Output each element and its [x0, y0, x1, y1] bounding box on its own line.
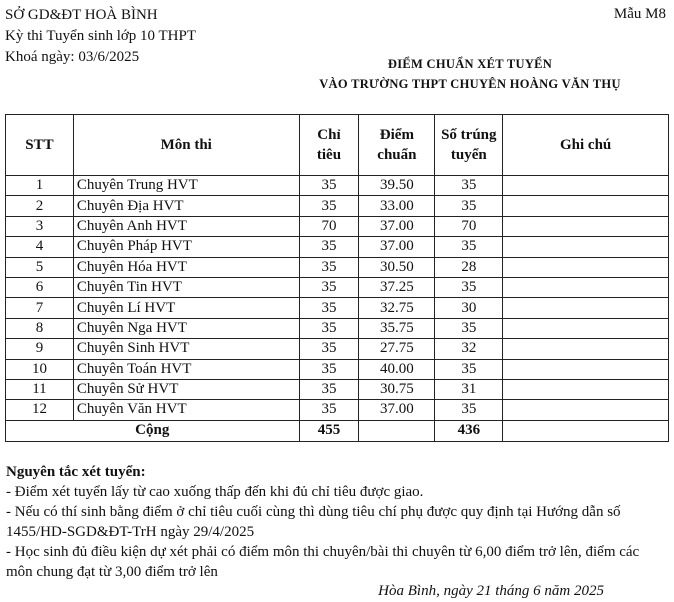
table-row — [6, 379, 669, 399]
cell-subject: Chuyên Sinh HVT — [73, 339, 299, 359]
header-admitted — [435, 115, 503, 176]
cell-admitted: 30 — [435, 298, 503, 318]
cell-admitted: 35 — [435, 318, 503, 338]
total-row — [6, 420, 669, 441]
cell-admitted: 28 — [435, 257, 503, 277]
table-body — [6, 176, 669, 421]
cell-quota: 35 — [299, 298, 359, 318]
cell-admitted: 35 — [435, 196, 503, 216]
total-quota: 455 — [299, 420, 359, 441]
exam-date: Khoá ngày: 03/6/2025 — [5, 49, 140, 65]
title-line-1: ĐIỂM CHUẨN XÉT TUYỂN — [387, 57, 553, 71]
cutoff-score-table — [5, 114, 669, 442]
cell-stt: 4 — [6, 237, 74, 257]
cell-note — [503, 176, 669, 196]
cell-stt: 12 — [6, 400, 74, 420]
cell-cutoff: 30.50 — [359, 257, 435, 277]
cell-subject: Chuyên Toán HVT — [73, 359, 299, 379]
cell-stt: 2 — [6, 196, 74, 216]
cell-stt: 8 — [6, 318, 74, 338]
cell-subject: Chuyên Trung HVT — [73, 176, 299, 196]
cell-cutoff: 32.75 — [359, 298, 435, 318]
table-row — [6, 257, 669, 277]
cell-quota: 35 — [299, 339, 359, 359]
cell-subject: Chuyên Nga HVT — [73, 318, 299, 338]
cell-stt: 10 — [6, 359, 74, 379]
table-row — [6, 237, 669, 257]
header-cutoff — [359, 115, 435, 176]
total-label: Cộng — [6, 420, 300, 441]
cell-subject: Chuyên Văn HVT — [73, 400, 299, 420]
cell-admitted: 35 — [435, 176, 503, 196]
cell-quota: 35 — [299, 277, 359, 297]
cell-cutoff: 33.00 — [359, 196, 435, 216]
admission-rules — [6, 462, 668, 582]
cell-admitted: 32 — [435, 339, 503, 359]
header-subject: Môn thi — [73, 115, 299, 176]
cell-cutoff: 27.75 — [359, 339, 435, 359]
cell-admitted: 31 — [435, 379, 503, 399]
cell-cutoff: 37.00 — [359, 400, 435, 420]
cell-quota: 35 — [299, 400, 359, 420]
cell-cutoff: 30.75 — [359, 379, 435, 399]
cell-subject: Chuyên Hóa HVT — [73, 257, 299, 277]
cell-subject: Chuyên Pháp HVT — [73, 237, 299, 257]
rule-item-1: - Điểm xét tuyển lấy từ cao xuống thấp đến khi đủ chỉ tiêu được giao. — [6, 484, 424, 500]
exam-name: Kỳ thi Tuyển sinh lớp 10 THPT — [5, 28, 197, 44]
cell-note — [503, 359, 669, 379]
cell-stt: 11 — [6, 379, 74, 399]
cell-cutoff: 40.00 — [359, 359, 435, 379]
cell-stt: 7 — [6, 298, 74, 318]
header-note: Ghi chú — [503, 115, 669, 176]
cell-admitted: 35 — [435, 277, 503, 297]
cell-quota: 35 — [299, 257, 359, 277]
cell-quota: 35 — [299, 237, 359, 257]
cell-stt: 3 — [6, 216, 74, 236]
table-row — [6, 339, 669, 359]
header-quota: Chỉ tiêu — [299, 115, 359, 176]
cell-quota: 70 — [299, 216, 359, 236]
document-title — [300, 54, 640, 94]
cell-stt: 6 — [6, 277, 74, 297]
cell-subject: Chuyên Địa HVT — [73, 196, 299, 216]
document-header — [5, 5, 196, 68]
cell-admitted: 70 — [435, 216, 503, 236]
cell-stt: 5 — [6, 257, 74, 277]
table-row — [6, 196, 669, 216]
total-admitted: 436 — [435, 420, 503, 441]
header-admitted-line-1: Số trúng — [441, 127, 497, 143]
cell-subject: Chuyên Tin HVT — [73, 277, 299, 297]
title-line-2: VÀO TRƯỜNG THPT CHUYÊN HOÀNG VĂN THỤ — [319, 77, 621, 91]
cell-admitted: 35 — [435, 400, 503, 420]
table-row — [6, 359, 669, 379]
department-name: SỞ GD&ĐT HOÀ BÌNH — [5, 7, 158, 23]
cell-stt: 1 — [6, 176, 74, 196]
table-row — [6, 318, 669, 338]
table-row — [6, 216, 669, 236]
rule-item-3: - Học sinh đủ điều kiện dự xét phải có điểm môn thi chuyên/bài thi chuyên từ 6,00 điểm trở lên, điểm các môn chung đạt từ 3,00 điểm trở lên — [6, 544, 640, 580]
cell-note — [503, 277, 669, 297]
total-note — [503, 420, 669, 441]
cell-note — [503, 257, 669, 277]
cell-note — [503, 216, 669, 236]
table-header-row — [6, 115, 669, 176]
cell-admitted: 35 — [435, 237, 503, 257]
table-row — [6, 176, 669, 196]
total-cutoff — [359, 420, 435, 441]
table-row — [6, 298, 669, 318]
header-stt: STT — [6, 115, 74, 176]
cell-quota: 35 — [299, 379, 359, 399]
cell-cutoff: 39.50 — [359, 176, 435, 196]
header-cutoff-line-1: Điểm — [379, 127, 414, 143]
cell-cutoff: 35.75 — [359, 318, 435, 338]
cell-note — [503, 298, 669, 318]
form-code: Mẫu M8 — [613, 6, 666, 22]
cell-quota: 35 — [299, 196, 359, 216]
cell-quota: 35 — [299, 359, 359, 379]
cell-cutoff: 37.00 — [359, 216, 435, 236]
cell-quota: 35 — [299, 176, 359, 196]
cell-note — [503, 318, 669, 338]
rule-item-2: - Nếu có thí sinh bằng điểm ở chỉ tiêu cuối cùng thì dùng tiêu chí phụ được quy định tại Hướng dẫn số 1455/HD-SGD&ĐT-TrH ngày 29/4/2025 — [6, 504, 621, 540]
cell-cutoff: 37.00 — [359, 237, 435, 257]
header-admitted-line-2: tuyển — [450, 147, 487, 163]
cell-note — [503, 196, 669, 216]
rules-title: Nguyên tắc xét tuyển: — [6, 464, 146, 480]
cell-note — [503, 237, 669, 257]
table-row — [6, 277, 669, 297]
cell-subject: Chuyên Lí HVT — [73, 298, 299, 318]
cell-subject: Chuyên Anh HVT — [73, 216, 299, 236]
cell-cutoff: 37.25 — [359, 277, 435, 297]
cell-admitted: 35 — [435, 359, 503, 379]
place-date-line: Hòa Bình, ngày 21 tháng 6 năm 2025 — [378, 583, 604, 599]
cell-note — [503, 339, 669, 359]
table-row — [6, 400, 669, 420]
cell-note — [503, 400, 669, 420]
cell-stt: 9 — [6, 339, 74, 359]
cell-note — [503, 379, 669, 399]
cell-quota: 35 — [299, 318, 359, 338]
header-cutoff-line-2: chuẩn — [377, 147, 417, 163]
cell-subject: Chuyên Sử HVT — [73, 379, 299, 399]
